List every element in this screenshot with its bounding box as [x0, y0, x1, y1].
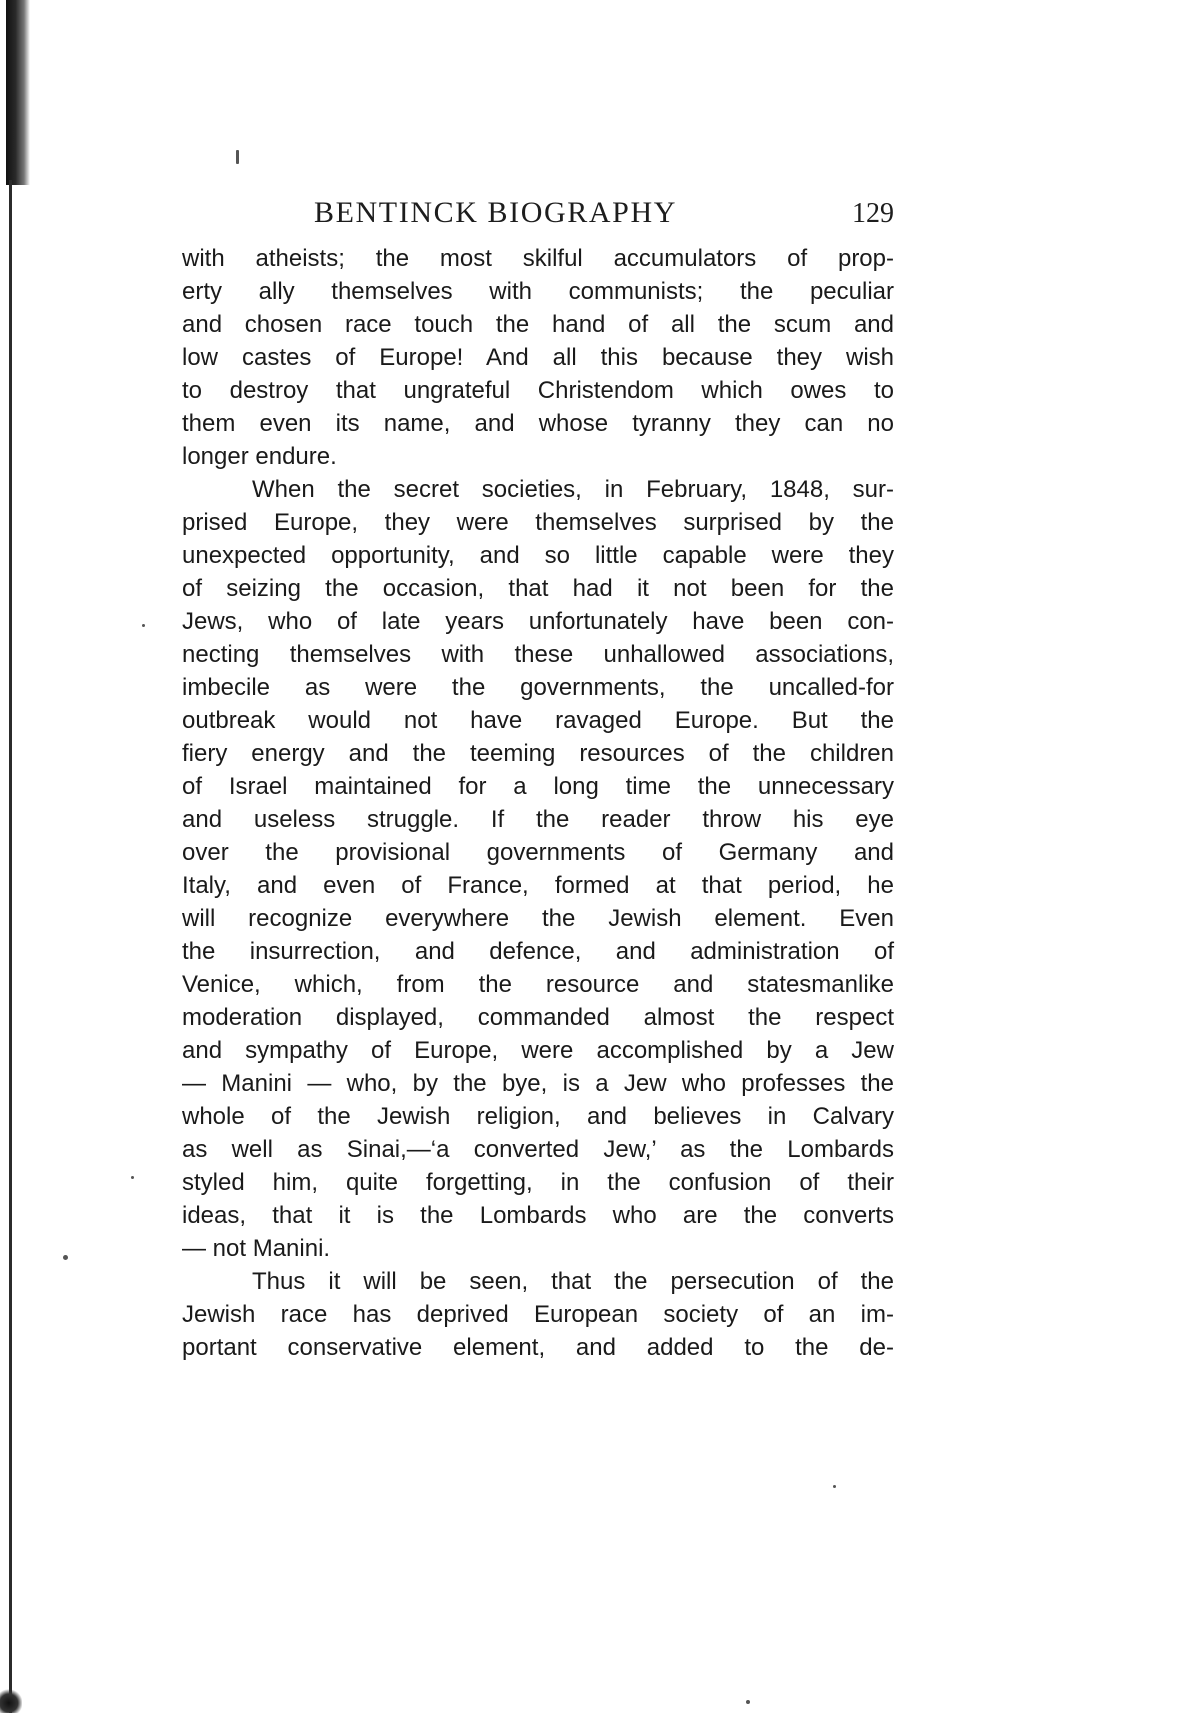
page-number: 129	[852, 198, 894, 229]
text-line: and useless struggle. If the reader throw his eye	[182, 806, 894, 833]
text-line: styled him, quite forgetting, in the confusion of their	[182, 1169, 894, 1196]
scan-speck	[142, 624, 145, 627]
binding-rule	[9, 180, 12, 1713]
text-line: them even its name, and whose tyranny they can no	[182, 410, 894, 437]
running-header	[314, 196, 894, 240]
text-line: of seizing the occasion, that had it not been for the	[182, 575, 894, 602]
text-line: to destroy that ungrateful Christendom which owes to	[182, 377, 894, 404]
text-line: portant conservative element, and added to the de-	[182, 1334, 894, 1361]
body-text	[182, 242, 894, 1364]
text-line: with atheists; the most skilful accumulators of prop-	[182, 245, 894, 272]
text-line: Jews, who of late years unfortunately have been con-	[182, 608, 894, 635]
text-line: of Israel maintained for a long time the unnecessary	[182, 773, 894, 800]
page-binding-edge	[0, 0, 26, 1713]
text-line: imbecile as were the governments, the uncalled-for	[182, 674, 894, 701]
text-line: fiery energy and the teeming resources of the children	[182, 740, 894, 767]
text-line: ideas, that it is the Lombards who are the converts	[182, 1202, 894, 1229]
text-line: prised Europe, they were themselves surprised by the	[182, 509, 894, 536]
text-line: will recognize everywhere the Jewish element. Even	[182, 905, 894, 932]
text-line: erty ally themselves with communists; the peculiar	[182, 278, 894, 305]
text-line: When the secret societies, in February, 1848, sur-	[252, 476, 894, 503]
text-line: — Manini — who, by the bye, is a Jew who professes the	[182, 1070, 894, 1097]
text-line: — not Manini.	[182, 1235, 331, 1262]
text-line: moderation displayed, commanded almost the respect	[182, 1004, 894, 1031]
scan-speck	[131, 1176, 134, 1179]
text-line: unexpected opportunity, and so little capable were they	[182, 542, 894, 569]
text-line: Italy, and even of France, formed at that period, he	[182, 872, 894, 899]
text-line: whole of the Jewish religion, and believes in Calvary	[182, 1103, 894, 1130]
text-line: Thus it will be seen, that the persecution of the	[252, 1268, 894, 1295]
text-line: as well as Sinai,—‘a converted Jew,’ as the Lombards	[182, 1136, 894, 1163]
scan-speck	[63, 1255, 68, 1260]
text-line: Venice, which, from the resource and statesmanlike	[182, 971, 894, 998]
running-title: BENTINCK BIOGRAPHY	[314, 196, 677, 229]
scan-speck	[236, 150, 239, 164]
text-line: Jewish race has deprived European society of an im-	[182, 1301, 894, 1328]
text-line: the insurrection, and defence, and administration of	[182, 938, 894, 965]
text-line: longer endure.	[182, 443, 337, 470]
text-line: and chosen race touch the hand of all the scum and	[182, 311, 894, 338]
text-line: over the provisional governments of Germany and	[182, 839, 894, 866]
scan-speck	[746, 1700, 750, 1704]
text-line: necting themselves with these unhallowed associations,	[182, 641, 894, 668]
text-line: and sympathy of Europe, were accomplished by a Jew	[182, 1037, 894, 1064]
text-line: outbreak would not have ravaged Europe. But the	[182, 707, 894, 734]
scan-speck	[833, 1485, 836, 1488]
binding-foot-mark	[0, 1688, 22, 1713]
binding-shadow	[6, 0, 30, 185]
text-line: low castes of Europe! And all this because they wish	[182, 344, 894, 371]
